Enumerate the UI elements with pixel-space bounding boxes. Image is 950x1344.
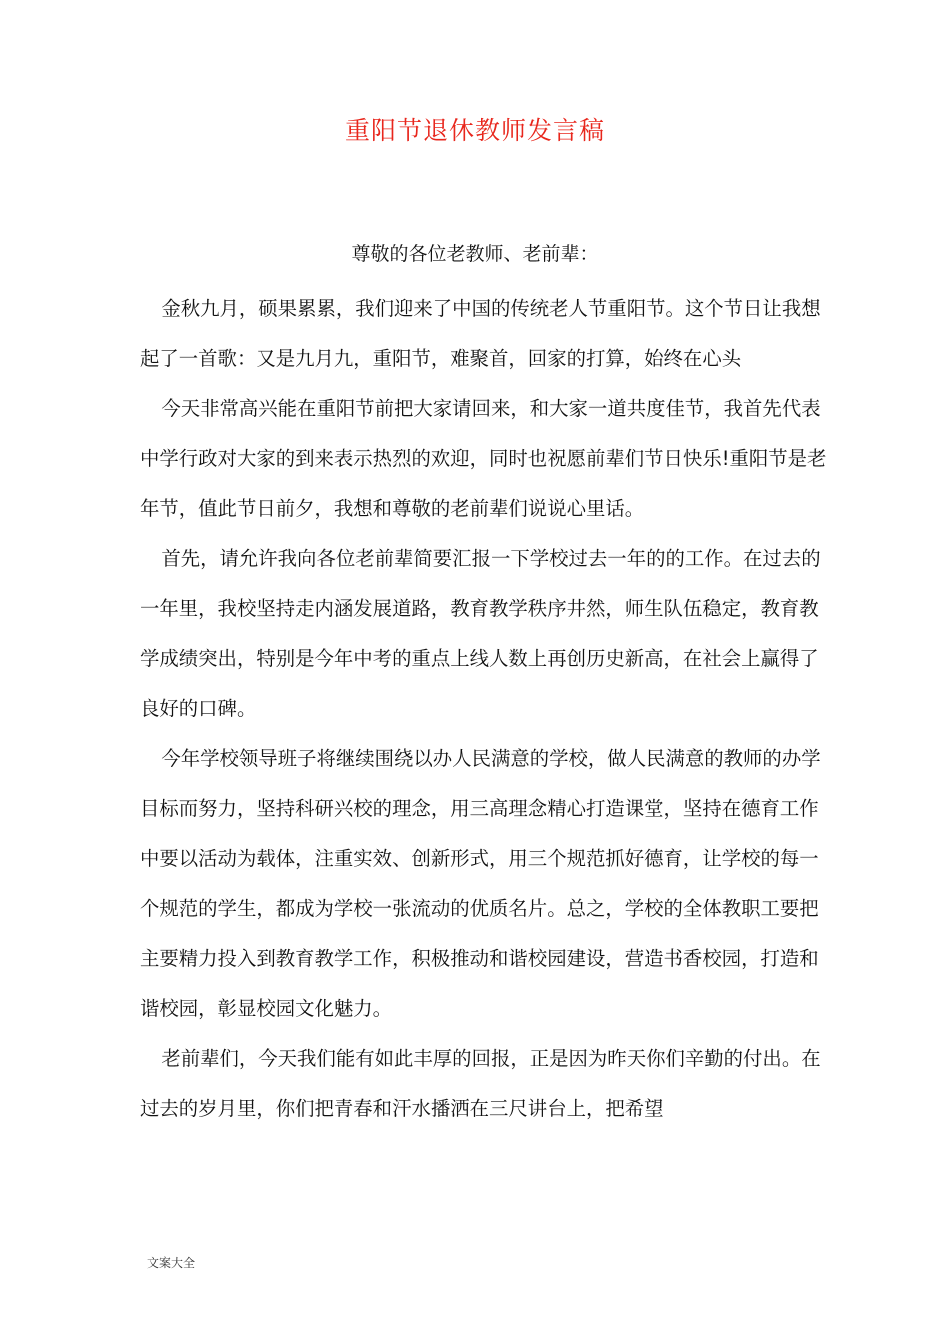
paragraph: 首先，请允许我向各位老前辈简要汇报一下学校过去一年的的工作。在过去的一年里，我校坚持走内涵发展道路，教育教学秩序井然，师生队伍稳定，教育教学成绩突出，特别是今年中考的重点上线人数上再创历史新高，在社会上赢得了良好的口碑。 — [140, 547, 821, 720]
salutation: 尊敬的各位老教师、老前辈： — [351, 243, 599, 265]
paragraph: 金秋九月，硕果累累，我们迎来了中国的传统老人节重阳节。这个节日让我想起了一首歌：又是九月九，重阳节，难聚首，回家的打算，始终在心头 — [140, 297, 821, 370]
paragraph: 老前辈们，今天我们能有如此丰厚的回报，正是因为昨天你们辛勤的付出。在过去的岁月里，你们把青春和汗水播洒在三尺讲台上，把希望 — [140, 1047, 821, 1120]
document-title: 重阳节退休教师发言稿 — [344, 116, 605, 145]
paragraph: 今年学校领导班子将继续围绕以办人民满意的学校，做人民满意的教师的办学目标而努力，坚持科研兴校的理念，用三高理念精心打造课堂，坚持在德育工作中要以活动为载体，注重实效、创新形式，用三个规范抓好德育，让学校的每一个规范的学生，都成为学校一张流动的优质名片。总之，学校的全体教职工要把主要精力投入到教育教学工作，积极推动和谐校园建设，营造书香校园，打造和谐校园，彰显校园文化魅力。 — [140, 747, 821, 1020]
body-text — [140, 284, 830, 1134]
footer-watermark: 文案大全 — [147, 1256, 196, 1270]
paragraph: 今天非常高兴能在重阳节前把大家请回来，和大家一道共度佳节，我首先代表中学行政对大家的到来表示热烈的欢迎，同时也祝愿前辈们节日快乐!重阳节是老年节，值此节日前夕，我想和尊敬的老前辈们说说心里话。 — [140, 397, 827, 520]
